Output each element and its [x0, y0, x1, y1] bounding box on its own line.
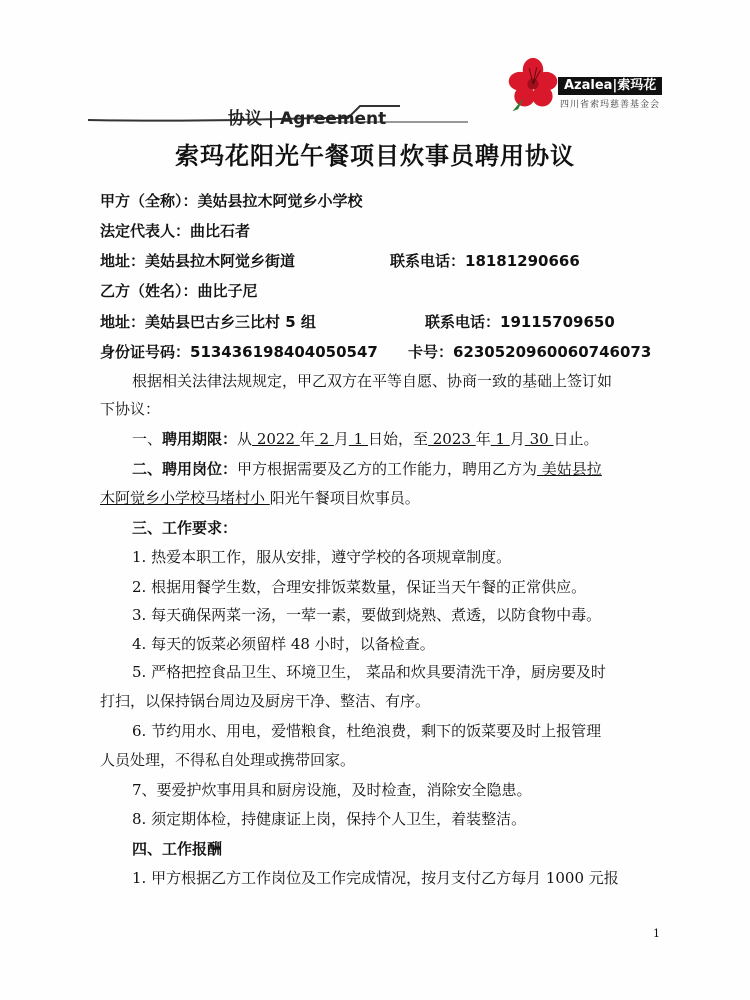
card-number: 卡号：6230520960060746073: [408, 343, 652, 361]
page-number: 1: [653, 927, 660, 940]
party-b-phone: 联系电话：19115709650: [425, 313, 615, 331]
id-number: 身份证号码：513436198404050547: [100, 343, 378, 361]
requirement-item: 6. 节约用水、用电，爱惜粮食，杜绝浪费，剩下的饭菜要及时上报管理: [132, 722, 602, 740]
party-a-address: 地址：美姑县拉木阿觉乡街道: [100, 252, 296, 270]
compensation-item: 1. 甲方根据乙方工作岗位及工作完成情况，按月支付乙方每月 1000 元报: [132, 869, 619, 887]
party-a-phone: 联系电话：18181290666: [390, 252, 580, 270]
brand-subtitle: 四川省索玛慈善基金会: [560, 100, 661, 110]
requirement-item-continued: 打扫，以保持锅台周边及厨房干净、整洁、有序。: [100, 692, 431, 710]
azalea-flower-icon: [504, 57, 562, 113]
requirement-item-continued: 人员处理，不得私自处理或携带回家。: [100, 751, 356, 769]
party-b-address: 地址：美姑县巴古乡三比村 5 组: [100, 313, 316, 331]
requirement-item: 2. 根据用餐学生数，合理安排饭菜数量，保证当天午餐的正常供应。: [132, 578, 587, 596]
requirement-item: 8. 须定期体检，持健康证上岗，保持个人卫生，着装整洁。: [132, 810, 527, 828]
intro-line-2: 下协议：: [100, 400, 161, 418]
section-compensation-heading: 四、工作报酬: [132, 840, 223, 858]
tagline: 协议 | Agreement: [228, 109, 387, 129]
requirement-item: 5. 严格把控食品卫生、环境卫生， 菜品和炊具要清洗干净，厨房要及时: [132, 663, 606, 681]
requirement-item: 4. 每天的饭菜必须留样 48 小时，以备检查。: [132, 635, 435, 653]
section-position: 二、聘用岗位：甲方根据需要及乙方的工作能力，聘用乙方为 美姑县拉: [132, 460, 602, 478]
foundation-logo: [500, 55, 680, 115]
requirement-item: 1. 热爱本职工作，服从安排，遵守学校的各项规章制度。: [132, 548, 512, 566]
document-title: 索玛花阳光午餐项目炊事员聘用协议: [175, 142, 575, 170]
party-b: 乙方（姓名）：曲比子尼: [100, 282, 258, 300]
requirement-item: 7、要爱护炊事用具和厨房设施，及时检查，消除安全隐患。: [132, 781, 532, 799]
brand-label: Azalea|索玛花: [558, 77, 662, 95]
legal-representative: 法定代表人：曲比石者: [100, 222, 251, 240]
section-employment-period: 一、聘用期限：从 2022 年 2 月 1 日始，至 2023 年 1 月 30 日止。: [132, 430, 599, 448]
section-requirements-heading: 三、工作要求：: [132, 519, 238, 537]
party-a: 甲方（全称）：美姑县拉木阿觉乡小学校: [100, 192, 363, 210]
intro-line-1: 根据相关法律法规规定，甲乙双方在平等自愿、协商一致的基础上签订如: [132, 372, 613, 390]
section-position-line-2: 木阿觉乡小学校马堵村小 阳光午餐项目炊事员。: [100, 489, 420, 507]
requirement-item: 3. 每天确保两菜一汤，一荤一素，要做到烧熟、煮透，以防食物中毒。: [132, 606, 602, 624]
